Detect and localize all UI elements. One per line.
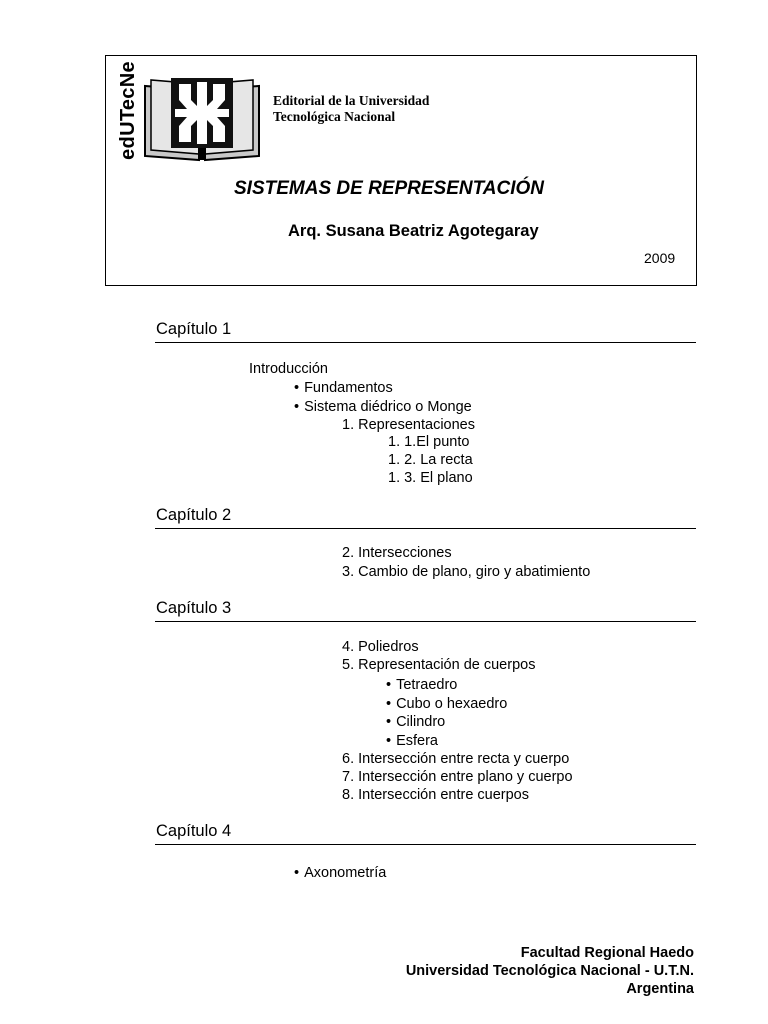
toc-item: 7. Intersección entre plano y cuerpo — [342, 769, 573, 785]
toc-item: 1. Representaciones — [342, 417, 475, 433]
toc-subitem: 1. 1.El punto — [388, 434, 470, 450]
editorial-line-1: Editorial de la Universidad — [273, 93, 430, 108]
toc-item: • Fundamentos — [294, 380, 393, 397]
footer-university: Universidad Tecnológica Nacional - U.T.N. — [405, 963, 694, 979]
chapter-title: Capítulo 4 — [156, 822, 232, 840]
toc-intro: Introducción — [249, 361, 328, 377]
toc-item: • Sistema diédrico o Monge — [294, 399, 472, 416]
toc-subitem: 1. 2. La recta — [388, 452, 473, 468]
chapter-3-heading — [155, 599, 696, 622]
publication-year: 2009 — [644, 250, 676, 266]
document-title: SISTEMAS DE REPRESENTACIÓN — [234, 178, 545, 199]
toc-item: 3. Cambio de plano, giro y abatimiento — [342, 564, 591, 580]
author-name: Arq. Susana Beatriz Agotegaray — [288, 222, 539, 240]
toc-bullet: • Cilindro — [386, 714, 445, 731]
toc-item: 8. Intersección entre cuerpos — [342, 787, 529, 803]
toc-subitem: 1. 3. El plano — [388, 470, 473, 486]
utn-book-logo-icon — [141, 70, 263, 162]
toc-bullet: • Tetraedro — [386, 677, 457, 694]
chapter-title: Capítulo 3 — [156, 599, 232, 617]
footer-faculty: Facultad Regional Haedo — [520, 945, 694, 961]
brand-text: edUTecNe — [116, 60, 139, 160]
chapter-1-heading — [155, 320, 696, 343]
editorial-line-2: Tecnológica Nacional — [273, 109, 396, 124]
edutecne-brand — [113, 58, 143, 162]
chapter-2-heading — [155, 506, 696, 529]
toc-bullet: • Cubo o hexaedro — [386, 696, 507, 713]
toc-item: 5. Representación de cuerpos — [342, 657, 536, 673]
footer-country: Argentina — [626, 981, 694, 997]
toc-item: 2. Intersecciones — [342, 545, 452, 561]
toc-item: 6. Intersección entre recta y cuerpo — [342, 751, 570, 767]
chapter-title: Capítulo 2 — [156, 506, 232, 524]
toc-item: 4. Poliedros — [342, 639, 419, 655]
chapter-4-heading — [155, 822, 696, 845]
toc-item: • Axonometría — [294, 865, 386, 882]
toc-bullet: • Esfera — [386, 733, 438, 750]
chapter-title: Capítulo 1 — [156, 320, 232, 338]
